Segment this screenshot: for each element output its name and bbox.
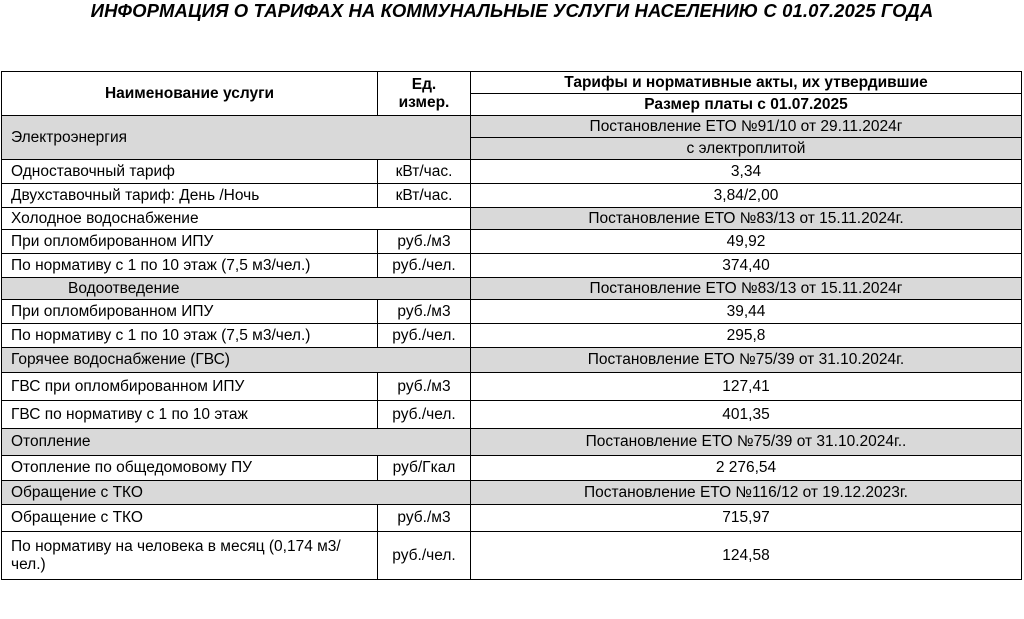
section-row: [2, 481, 1022, 505]
table-row: [2, 532, 1022, 580]
service-name: Обращение с ТКО: [2, 505, 378, 532]
tariff-table: [1, 71, 1022, 580]
section-drainage-name: Водоотведение: [2, 278, 471, 300]
section-row: [2, 278, 1022, 300]
service-unit: кВт/час.: [378, 160, 471, 184]
table-row: [2, 160, 1022, 184]
table-row: [2, 184, 1022, 208]
service-unit: руб./чел.: [378, 532, 471, 580]
service-name: Двухставочный тариф: День /Ночь: [2, 184, 378, 208]
service-name: Одноставочный тариф: [2, 160, 378, 184]
section-cold-water-act: Постановление ЕТО №83/13 от 15.11.2024г.: [471, 208, 1022, 230]
service-name: По нормативу на человека в месяц (0,174 м3/чел.): [2, 532, 378, 580]
service-value: 3,34: [471, 160, 1022, 184]
service-value: 715,97: [471, 505, 1022, 532]
service-value: 2 276,54: [471, 456, 1022, 481]
table-row: [2, 373, 1022, 401]
section-electricity-name: Электроэнергия: [2, 116, 471, 160]
service-value: 49,92: [471, 230, 1022, 254]
service-name: Отопление по общедомовому ПУ: [2, 456, 378, 481]
section-waste-name: Обращение с ТКО: [2, 481, 471, 505]
service-name: ГВС по нормативу с 1 по 10 этаж: [2, 401, 378, 429]
section-row: [2, 348, 1022, 373]
service-value: 124,58: [471, 532, 1022, 580]
service-unit: руб./м3: [378, 505, 471, 532]
header-row: [2, 72, 1022, 94]
service-unit: руб./чел.: [378, 401, 471, 429]
table-row: [2, 230, 1022, 254]
service-unit: руб./чел.: [378, 254, 471, 278]
service-value: 127,41: [471, 373, 1022, 401]
service-unit: кВт/час.: [378, 184, 471, 208]
section-hot-water-name: Горячее водоснабжение (ГВС): [2, 348, 471, 373]
service-name: При опломбированном ИПУ: [2, 230, 378, 254]
service-unit: руб./чел.: [378, 324, 471, 348]
service-name: ГВС при опломбированном ИПУ: [2, 373, 378, 401]
service-unit: руб/Гкал: [378, 456, 471, 481]
section-waste-act: Постановление ЕТО №116/12 от 19.12.2023г.: [471, 481, 1022, 505]
table-row: [2, 300, 1022, 324]
service-unit: руб./м3: [378, 300, 471, 324]
header-unit: Ед. измер.: [378, 72, 471, 116]
table-row: [2, 324, 1022, 348]
table-row: [2, 401, 1022, 429]
section-cold-water-name: Холодное водоснабжение: [2, 208, 471, 230]
section-drainage-act: Постановление ЕТО №83/13 от 15.11.2024г: [471, 278, 1022, 300]
section-row: [2, 208, 1022, 230]
table-row: [2, 505, 1022, 532]
section-row: [2, 116, 1022, 138]
service-value: 401,35: [471, 401, 1022, 429]
section-row: [2, 429, 1022, 456]
page-title: ИНФОРМАЦИЯ О ТАРИФАХ НА КОММУНАЛЬНЫЕ УСЛУГИ НАСЕЛЕНИЮ С 01.07.2025 ГОДА: [90, 0, 934, 21]
service-name: По нормативу с 1 по 10 этаж (7,5 м3/чел.): [2, 324, 378, 348]
service-unit: руб./м3: [378, 230, 471, 254]
section-electricity-note: с электроплитой: [471, 138, 1022, 160]
service-name: При опломбированном ИПУ: [2, 300, 378, 324]
service-value: 374,40: [471, 254, 1022, 278]
header-tariffs: Тарифы и нормативные акты, их утвердившие: [471, 72, 1022, 94]
section-heating-act: Постановление ЕТО №75/39 от 31.10.2024г..: [471, 429, 1022, 456]
service-value: 295,8: [471, 324, 1022, 348]
table-row: [2, 456, 1022, 481]
service-unit: руб./м3: [378, 373, 471, 401]
header-payment: Размер платы с 01.07.2025: [471, 94, 1022, 116]
section-hot-water-act: Постановление ЕТО №75/39 от 31.10.2024г.: [471, 348, 1022, 373]
service-value: 39,44: [471, 300, 1022, 324]
section-heating-name: Отопление: [2, 429, 471, 456]
service-name: По нормативу с 1 по 10 этаж (7,5 м3/чел.): [2, 254, 378, 278]
table-row: [2, 254, 1022, 278]
section-electricity-act: Постановление ЕТО №91/10 от 29.11.2024г: [471, 116, 1022, 138]
service-value: 3,84/2,00: [471, 184, 1022, 208]
header-service: Наименование услуги: [2, 72, 378, 116]
